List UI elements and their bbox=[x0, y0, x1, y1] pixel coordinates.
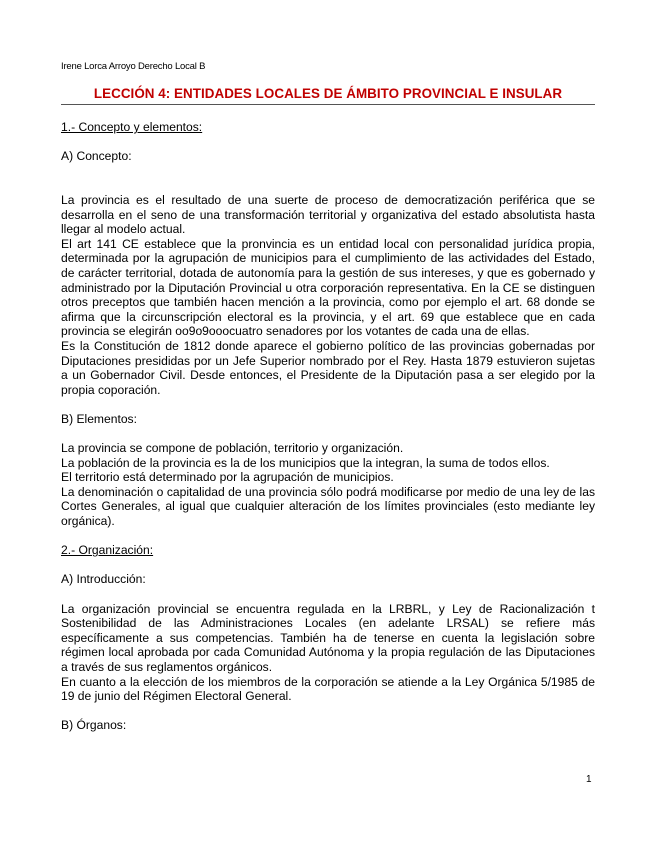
page-number: 1 bbox=[586, 774, 592, 785]
document-body bbox=[61, 120, 595, 733]
spacer bbox=[61, 426, 595, 441]
paragraph: La población de la provincia es la de los municipios que la integran, la suma de todos ellos. bbox=[61, 455, 550, 470]
spacer bbox=[61, 587, 595, 602]
paragraph: El territorio está determinado por la agrupación de municipios. bbox=[61, 470, 394, 485]
section-2-heading: 2.- Organización: bbox=[61, 543, 154, 558]
spacer bbox=[61, 558, 595, 573]
paragraph: En cuanto a la elección de los miembros de la corporación se atiende a la Ley Orgánica 5/1985 de 19 de junio del Régimen Electoral General. bbox=[61, 674, 595, 704]
spacer bbox=[61, 397, 595, 412]
paragraph: El art 141 CE establece que la pronvincia es un entidad local con personalidad jurídica propia, determinada por la agrupación de municipios para el cumplimiento de las actividades del Estado, de carácter territorial, dotada de autonomía para la gestión de sus intereses, y que es gobernado y administrado por la Diputación Provincial u otra corporación representativa. En la CE se distinguen otros preceptos que también hacen mención a la provincia, como por ejemplo el art. 68 donde se afirma que la circunscripción electoral es la provincia, y el art. 69 que establece que en cada provincia se elegirán oo9o9ooocuatro senadores por los votantes de cada una de ellas. bbox=[61, 236, 595, 339]
lesson-title: LECCIÓN 4: ENTIDADES LOCALES DE ÁMBITO PROVINCIAL E INSULAR bbox=[93, 86, 563, 101]
section-1-heading: 1.- Concepto y elementos: bbox=[61, 120, 203, 134]
spacer bbox=[61, 135, 595, 150]
title-divider bbox=[61, 104, 595, 105]
paragraph: La denominación o capitalidad de una provincia sólo podrá modificarse por medio de una ley de las Cortes Generales, al igual que cualquier alteración de los límites provinciales (esto mediante ley orgánica). bbox=[61, 484, 595, 529]
paragraph: La organización provincial se encuentra regulada en la LRBRL, y Ley de Racionalización t Sostenibilidad de las Administraciones Locales (en adelante LRSAL) se refiere más específicamente a sus competencias. También ha de tenerse en cuenta la legislación sobre régimen local aprobada por cada Comunidad Autónoma y la propia regulación de las Diputaciones a través de sus reglamentos orgánicos. bbox=[61, 601, 595, 674]
section-2a-heading: A) Introducción: bbox=[61, 572, 146, 587]
section-1a-heading: A) Concepto: bbox=[61, 149, 132, 164]
spacer bbox=[61, 178, 595, 193]
paragraph: La provincia es el resultado de una suerte de proceso de democratización periférica que se desarrolla en el seno de una transformación territorial y organizativa del estado absolutista hasta llegar al modelo actual. bbox=[61, 192, 595, 237]
paragraph: Es la Constitución de 1812 donde aparece el gobierno político de las provincias gobernadas por Diputaciones presididas por un Jefe Superior nombrado por el Rey. Hasta 1879 estuvieron sujetas a un Gobernador Civil. Desde entonces, el Presidente de la Diputación pasa a ser elegido por la propia coporación. bbox=[61, 338, 595, 397]
section-1b-heading: B) Elementos: bbox=[61, 411, 137, 426]
paragraph: La provincia se compone de población, territorio y organización. bbox=[61, 441, 404, 456]
spacer bbox=[61, 704, 595, 719]
spacer bbox=[61, 164, 595, 179]
running-header: Irene Lorca Arroyo Derecho Local B bbox=[61, 61, 206, 72]
section-2b-heading: B) Órganos: bbox=[61, 718, 127, 733]
spacer bbox=[61, 529, 595, 544]
